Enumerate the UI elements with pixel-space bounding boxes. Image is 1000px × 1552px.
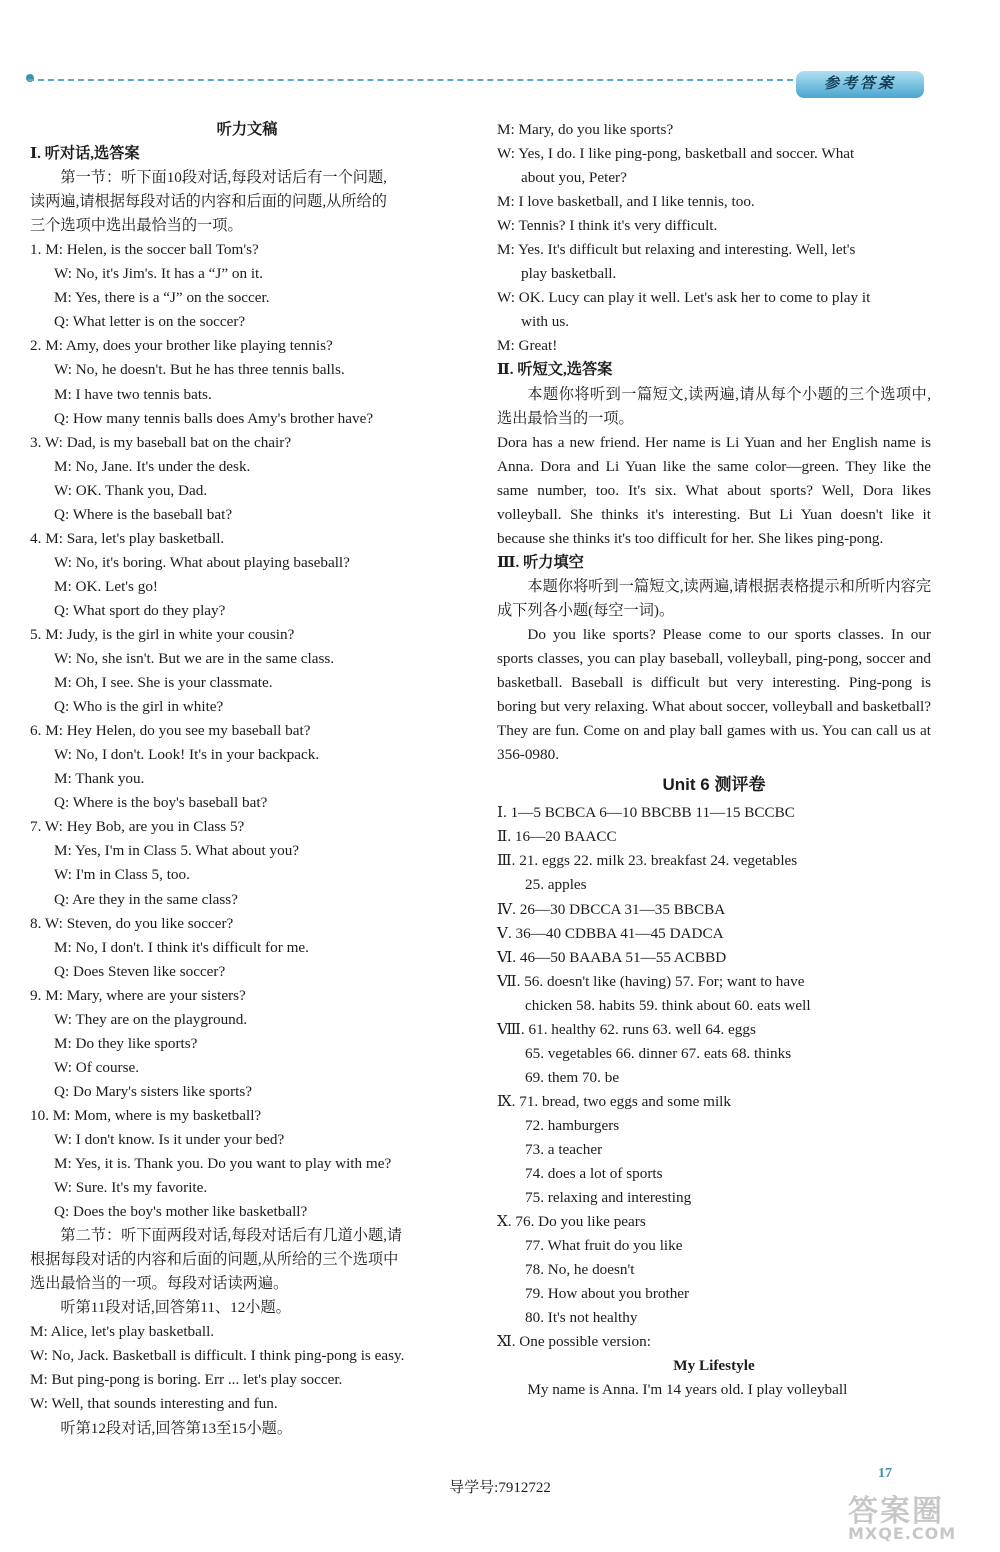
dialogue-line: W: No, I don't. Look! It's in your backpack. bbox=[54, 746, 320, 764]
dialogue-line: play basketball. bbox=[521, 265, 617, 283]
dialogue-line: 1. M: Helen, is the soccer ball Tom's? bbox=[30, 241, 259, 259]
page-number: 17 bbox=[878, 1466, 892, 1481]
section-heading: Ⅱ. 听短文,选答案 bbox=[497, 361, 613, 379]
answer-line: 74. does a lot of sports bbox=[525, 1165, 663, 1183]
answer-line: Ⅹ. 76. Do you like pears bbox=[497, 1213, 646, 1231]
dialogue-line: W: No, he doesn't. But he has three tennis balls. bbox=[54, 361, 345, 379]
dialogue-line: M: Alice, let's play basketball. bbox=[30, 1323, 215, 1341]
dialogue-line: W: No, it's boring. What about playing baseball? bbox=[54, 553, 350, 571]
answer-line: Ⅷ. 61. healthy 62. runs 63. well 64. eggs bbox=[497, 1020, 756, 1038]
dialogue-line: W: Well, that sounds interesting and fun. bbox=[30, 1395, 278, 1413]
dialogue-line: M: Do they like sports? bbox=[54, 1034, 198, 1052]
answer-line: 77. What fruit do you like bbox=[525, 1237, 683, 1255]
dialogue-line: 3. W: Dad, is my baseball bat on the chair? bbox=[30, 433, 292, 451]
dialogue-line: M: Oh, I see. She is your classmate. bbox=[54, 674, 273, 692]
question-line: Q: Where is the baseball bat? bbox=[54, 505, 233, 523]
instruction-line: 选出最恰当的一项。每段对话读两遍。 bbox=[30, 1275, 289, 1293]
section-heading: Ⅲ. 听力填空 bbox=[497, 553, 584, 571]
question-line: Q: Does the boy's mother like basketball? bbox=[54, 1203, 308, 1221]
dialogue-line: about you, Peter? bbox=[521, 169, 627, 187]
header-dashed-rule bbox=[28, 79, 793, 81]
dialogue-line: W: I'm in Class 5, too. bbox=[54, 866, 190, 884]
answer-line: Ⅸ. 71. bread, two eggs and some milk bbox=[497, 1092, 731, 1110]
answer-line: Ⅳ. 26—30 DBCCA 31—35 BBCBA bbox=[497, 900, 726, 918]
passage-text: Dora has a new friend. Her name is Li Yuan and her English name is Anna. Dora and Li Yuan like the same color—green. They like the same number, too. It's six. What about sports? Well, Dora likes volleyball. She thinks it's interesting. But Li Yuan doesn't like it because she thinks it's too difficult for her. She likes ping-pong. bbox=[497, 433, 931, 547]
dialogue-line: 6. M: Hey Helen, do you see my baseball bat? bbox=[30, 722, 311, 740]
dialogue-line: W: Sure. It's my favorite. bbox=[54, 1179, 208, 1197]
dialogue-line: 8. W: Steven, do you like soccer? bbox=[30, 914, 234, 932]
dialogue-line: W: Of course. bbox=[54, 1058, 140, 1076]
dialogue-line: W: No, Jack. Basketball is difficult. I think ping-pong is easy. bbox=[30, 1347, 405, 1365]
dialogue-line: 10. M: Mom, where is my basketball? bbox=[30, 1106, 262, 1124]
answer-line: Ⅰ. 1—5 BCBCA 6—10 BBCBB 11—15 BCCBC bbox=[497, 804, 795, 822]
answer-line: 65. vegetables 66. dinner 67. eats 68. thinks bbox=[525, 1044, 792, 1062]
dialogue-line: M: But ping-pong is boring. Err ... let's play soccer. bbox=[30, 1371, 343, 1389]
dialogue-heading: 听第12段对话,回答第13至15小题。 bbox=[60, 1419, 292, 1437]
answer-line: Ⅴ. 36—40 CDBBA 41—45 DADCA bbox=[497, 924, 724, 942]
question-line: Q: Does Steven like soccer? bbox=[54, 962, 226, 980]
dialogue-line: W: They are on the playground. bbox=[54, 1010, 248, 1028]
dialogue-line: W: OK. Thank you, Dad. bbox=[54, 481, 208, 499]
answer-line: 78. No, he doesn't bbox=[525, 1261, 635, 1279]
answer-line: chicken 58. habits 59. think about 60. eats well bbox=[525, 996, 811, 1014]
dialogue-line: 5. M: Judy, is the girl in white your cousin? bbox=[30, 625, 295, 643]
answer-line: Ⅵ. 46—50 BAABA 51—55 ACBBD bbox=[497, 948, 727, 966]
essay-title: My Lifestyle bbox=[673, 1357, 755, 1375]
dialogue-line: W: OK. Lucy can play it well. Let's ask her to come to play it bbox=[497, 289, 871, 307]
instruction-line: 读两遍,请根据每段对话的内容和后面的问题,从所给的 bbox=[30, 193, 387, 211]
answer-line: 25. apples bbox=[525, 876, 587, 894]
dialogue-heading: 听第11段对话,回答第11、12小题。 bbox=[60, 1299, 291, 1317]
watermark-url: MXQE.COM bbox=[848, 1524, 957, 1543]
question-line: Q: Do Mary's sisters like sports? bbox=[54, 1082, 253, 1100]
question-line: Q: Where is the boy's baseball bat? bbox=[54, 794, 268, 812]
dialogue-line: W: Yes, I do. I like ping-pong, basketball and soccer. What bbox=[497, 145, 855, 163]
dialogue-line: M: Yes, there is a “J” on the soccer. bbox=[54, 289, 270, 307]
answer-line: 75. relaxing and interesting bbox=[525, 1189, 692, 1207]
section-instruction: 本题你将听到一篇短文,读两遍,请从每个小题的三个选项中,选出最恰当的一项。 bbox=[497, 385, 931, 427]
dialogue-line: W: No, it's Jim's. It has a “J” on it. bbox=[54, 265, 264, 283]
section-heading: Ⅰ. 听对话,选答案 bbox=[30, 145, 140, 163]
instruction-line: 第一节：听下面10段对话,每段对话后有一个问题, bbox=[60, 169, 387, 187]
unit-test-title: Unit 6 测评卷 bbox=[662, 775, 766, 795]
answer-line: Ⅺ. One possible version: bbox=[497, 1333, 651, 1351]
dialogue-line: M: No, I don't. I think it's difficult for me. bbox=[54, 938, 309, 956]
dialogue-line: M: Great! bbox=[497, 337, 558, 355]
instruction-line: 第二节：听下面两段对话,每段对话后有几道小题,请 bbox=[60, 1227, 403, 1245]
footer-guide-number: 导学号:7912722 bbox=[449, 1480, 551, 1496]
dialogue-line: W: Tennis? I think it's very difficult. bbox=[497, 217, 718, 235]
dialogue-line: M: Thank you. bbox=[54, 770, 145, 788]
question-line: Q: What letter is on the soccer? bbox=[54, 313, 246, 331]
dialogue-line: M: Yes. It's difficult but relaxing and interesting. Well, let's bbox=[497, 241, 856, 259]
dialogue-line: 2. M: Amy, does your brother like playing tennis? bbox=[30, 337, 333, 355]
answer-key-badge: 参考答案 bbox=[796, 71, 924, 98]
answer-line: 72. hamburgers bbox=[525, 1116, 620, 1134]
essay-text: My name is Anna. I'm 14 years old. I play volleyball bbox=[527, 1381, 848, 1399]
dialogue-line: M: I have two tennis bats. bbox=[54, 385, 212, 403]
dialogue-line: W: No, she isn't. But we are in the same class. bbox=[54, 650, 335, 668]
instruction-line: 三个选项中选出最恰当的一项。 bbox=[30, 217, 243, 235]
question-line: Q: Are they in the same class? bbox=[54, 890, 238, 908]
dialogue-line: M: OK. Let's go! bbox=[54, 577, 158, 595]
answer-line: 69. them 70. be bbox=[525, 1068, 620, 1086]
answer-line: Ⅲ. 21. eggs 22. milk 23. breakfast 24. vegetables bbox=[497, 852, 798, 870]
instruction-line: 根据每段对话的内容和后面的问题,从所给的三个选项中 bbox=[30, 1251, 399, 1269]
dialogue-line: 4. M: Sara, let's play basketball. bbox=[30, 529, 225, 547]
dialogue-line: M: Mary, do you like sports? bbox=[497, 121, 674, 138]
answer-line: Ⅱ. 16—20 BAACC bbox=[497, 828, 617, 846]
answer-line: Ⅶ. 56. doesn't like (having) 57. For; want to have bbox=[497, 972, 805, 990]
dialogue-line: W: I don't know. Is it under your bed? bbox=[54, 1130, 285, 1148]
answer-line: 80. It's not healthy bbox=[525, 1309, 638, 1327]
passage-text: Do you like sports? Please come to our sports classes. In our sports classes, you can play baseball, volleyball, ping-pong, soccer and basketball. Baseball is difficult but very interesting. Ping-pong is boring but very relaxing. What about soccer, volleyball and basketball? They are fun. Come on and play ball games with us. You can call us at 356-0980. bbox=[497, 625, 931, 764]
listening-script-title: 听力文稿 bbox=[216, 121, 278, 138]
question-line: Q: Who is the girl in white? bbox=[54, 698, 224, 716]
dialogue-line: M: No, Jane. It's under the desk. bbox=[54, 457, 251, 475]
right-column bbox=[497, 118, 931, 1402]
section-instruction: 本题你将听到一篇短文,读两遍,请根据表格提示和所听内容完成下列各小题(每空一词)。 bbox=[497, 577, 931, 619]
dialogue-line: M: Yes, it is. Thank you. Do you want to play with me? bbox=[54, 1155, 392, 1173]
dialogue-line: M: I love basketball, and I like tennis, too. bbox=[497, 193, 755, 211]
watermark-text: 答案圈 bbox=[848, 1494, 944, 1529]
question-line: Q: How many tennis balls does Amy's brother have? bbox=[54, 409, 374, 427]
answer-line: 73. a teacher bbox=[525, 1140, 603, 1158]
left-column bbox=[30, 118, 464, 1441]
dialogue-line: M: Yes, I'm in Class 5. What about you? bbox=[54, 842, 300, 860]
dialogue-line: 7. W: Hey Bob, are you in Class 5? bbox=[30, 818, 245, 836]
question-line: Q: What sport do they play? bbox=[54, 601, 226, 619]
dialogue-line: with us. bbox=[521, 313, 570, 331]
dialogue-line: 9. M: Mary, where are your sisters? bbox=[30, 986, 246, 1004]
watermark-logo bbox=[848, 1486, 986, 1544]
answer-line: 79. How about you brother bbox=[525, 1285, 690, 1303]
